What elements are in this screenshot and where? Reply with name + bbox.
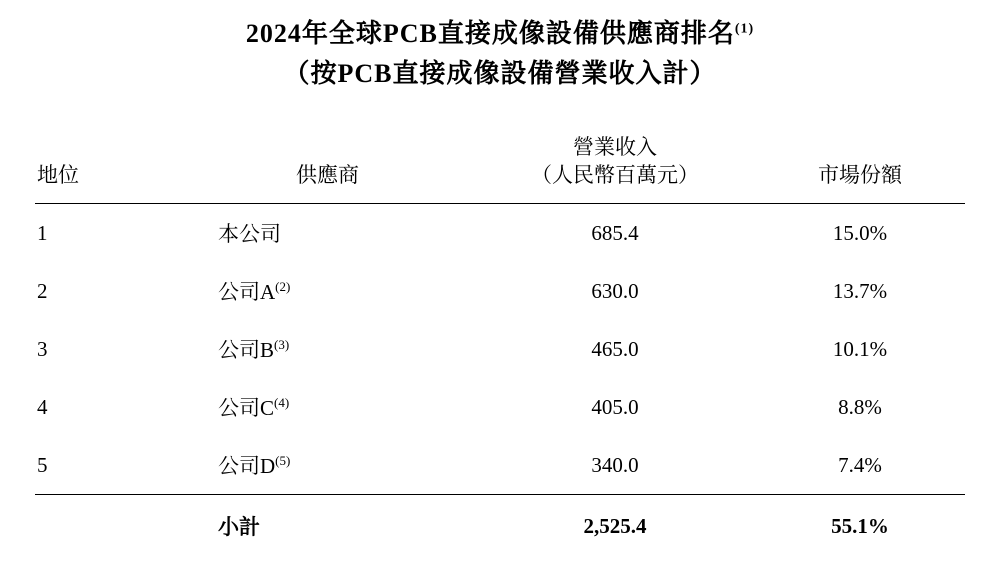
cell-share: 15.0% [832, 220, 888, 245]
column-header-rank: 地位 [35, 129, 180, 204]
supplier-ranking-table [35, 129, 965, 556]
table-total-row [35, 495, 965, 556]
cell-rank: 4 [37, 394, 48, 419]
cell-share: 8.8% [838, 394, 882, 419]
title-line-2: （按PCB直接成像設備營業收入計） [283, 59, 717, 89]
table-row [35, 378, 965, 436]
cell-supplier [180, 436, 475, 495]
cell-rank: 3 [37, 336, 48, 361]
cell-rank: 1 [37, 220, 48, 245]
title-line-1 [0, 14, 1000, 54]
table-header [35, 129, 965, 204]
table-body [35, 204, 965, 556]
cell-revenue: 685.4 [591, 220, 639, 245]
cell-share: 13.7% [832, 278, 888, 303]
cell-rank: 2 [37, 278, 48, 303]
cell-total-rank [35, 495, 180, 556]
cell-supplier-footnote: (4) [274, 395, 290, 411]
cell-revenue: 340.0 [591, 452, 639, 477]
cell-supplier [180, 204, 475, 263]
column-header-revenue [475, 129, 755, 204]
cell-supplier-name: 公司C [218, 396, 275, 421]
cell-supplier [180, 262, 475, 320]
cell-supplier-footnote: (5) [275, 453, 291, 469]
table-row [35, 436, 965, 495]
column-header-revenue-sub: （人民幣百萬元） [531, 162, 699, 187]
cell-supplier-footnote: (2) [275, 279, 291, 295]
cell-supplier [180, 378, 475, 436]
column-header-share: 市場份額 [755, 129, 965, 204]
cell-revenue: 465.0 [591, 336, 639, 361]
cell-revenue: 405.0 [591, 394, 639, 419]
cell-supplier-name: 公司A [218, 280, 276, 305]
cell-share: 7.4% [838, 452, 882, 477]
cell-revenue: 630.0 [591, 278, 639, 303]
cell-total-share: 55.1% [755, 495, 965, 556]
cell-share: 10.1% [832, 336, 888, 361]
cell-rank: 5 [37, 452, 48, 477]
column-header-revenue-main: 營業收入 [573, 134, 657, 159]
cell-total-label: 小計 [180, 495, 475, 556]
cell-supplier [180, 320, 475, 378]
cell-supplier-footnote: (3) [274, 337, 290, 353]
table-row [35, 320, 965, 378]
table-row [35, 204, 965, 263]
page-title [0, 0, 1000, 95]
cell-supplier-name: 公司D [218, 454, 276, 479]
cell-total-revenue: 2,525.4 [475, 495, 755, 556]
cell-supplier-name: 公司B [218, 338, 275, 363]
column-header-supplier: 供應商 [180, 129, 475, 204]
cell-supplier-name: 本公司 [218, 222, 281, 247]
title-footnote-marker: (1) [734, 21, 755, 37]
table-row [35, 262, 965, 320]
title-line-1-text: 2024年全球PCB直接成像設備供應商排名 [245, 19, 735, 48]
